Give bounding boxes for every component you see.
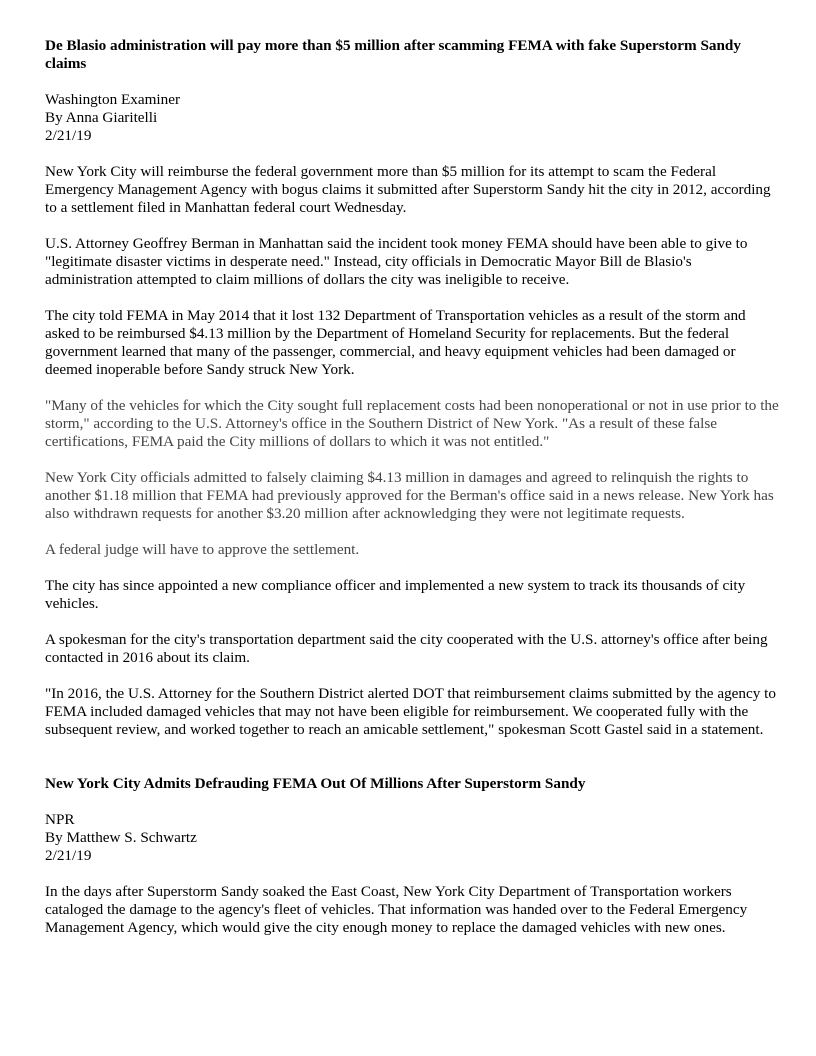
article-byline: By Anna Giaritelli — [45, 109, 158, 126]
article-meta — [45, 811, 780, 865]
article-paragraph: New York City will reimburse the federal government more than $5 million for its attempt to scam the Federal Emergency Management Agency with bogus claims it submitted after Superstorm Sandy hit the city in 2012, according to a settlement filed in Manhattan federal court Wednesday. — [45, 163, 771, 216]
article-source: NPR — [45, 811, 75, 828]
article-byline: By Matthew S. Schwartz — [45, 829, 197, 846]
document-page — [45, 37, 780, 937]
article-washington-examiner — [45, 37, 780, 739]
article-paragraph: A spokesman for the city's transportation department said the city cooperated with the U.S. attorney's office after being contacted in 2016 about its claim. — [45, 631, 768, 666]
article-headline: New York City Admits Defrauding FEMA Out Of Millions After Superstorm Sandy — [45, 775, 586, 792]
article-paragraph: New York City officials admitted to falsely claiming $4.13 million in damages and agreed to relinquish the rights to another $1.18 million that FEMA had previously approved for the Berman's office said in a news release. New York has also withdrawn requests for another $3.20 million after acknowledging they were not legitimate requests. — [45, 469, 774, 522]
article-date: 2/21/19 — [45, 847, 92, 864]
article-paragraph: The city has since appointed a new compliance officer and implemented a new system to track its thousands of city vehicles. — [45, 577, 746, 612]
article-source: Washington Examiner — [45, 91, 181, 108]
article-paragraph: In the days after Superstorm Sandy soaked the East Coast, New York City Department of Transportation workers cataloged the damage to the agency's fleet of vehicles. That information was handed over to the Federal Emergency Management Agency, which would give the city enough money to replace the damaged vehicles with new ones. — [45, 883, 748, 936]
article-paragraph: U.S. Attorney Geoffrey Berman in Manhattan said the incident took money FEMA should have been able to give to "legitimate disaster victims in desperate need." Instead, city officials in Democratic Mayor Bill de Blasio's administration attempted to claim millions of dollars the city was ineligible to receive. — [45, 235, 748, 288]
article-date: 2/21/19 — [45, 127, 92, 144]
article-npr — [45, 775, 780, 937]
article-paragraph: The city told FEMA in May 2014 that it lost 132 Department of Transportation vehicles as a result of the storm and asked to be reimbursed $4.13 million by the Department of Homeland Security for replacements. But the federal government learned that many of the passenger, commercial, and heavy equipment vehicles had been damaged or deemed inoperable before Sandy struck New York. — [45, 307, 746, 378]
article-paragraph: "In 2016, the U.S. Attorney for the Southern District alerted DOT that reimbursement claims submitted by the agency to FEMA included damaged vehicles that may not have been eligible for reimbursement. We cooperated fully with the subsequent review, and worked together to reach an amicable settlement," spokesman Scott Gastel said in a statement. — [45, 685, 776, 738]
article-headline: De Blasio administration will pay more than $5 million after scamming FEMA with fake Superstorm Sandy claims — [45, 37, 741, 72]
article-paragraph: "Many of the vehicles for which the City sought full replacement costs had been nonoperational or not in use prior to the storm," according to the U.S. Attorney's office in the Southern District of New York. "As a result of these false certifications, FEMA paid the City millions of dollars to which it was not entitled." — [45, 397, 779, 450]
article-paragraph: A federal judge will have to approve the settlement. — [45, 541, 360, 558]
article-meta — [45, 91, 780, 145]
